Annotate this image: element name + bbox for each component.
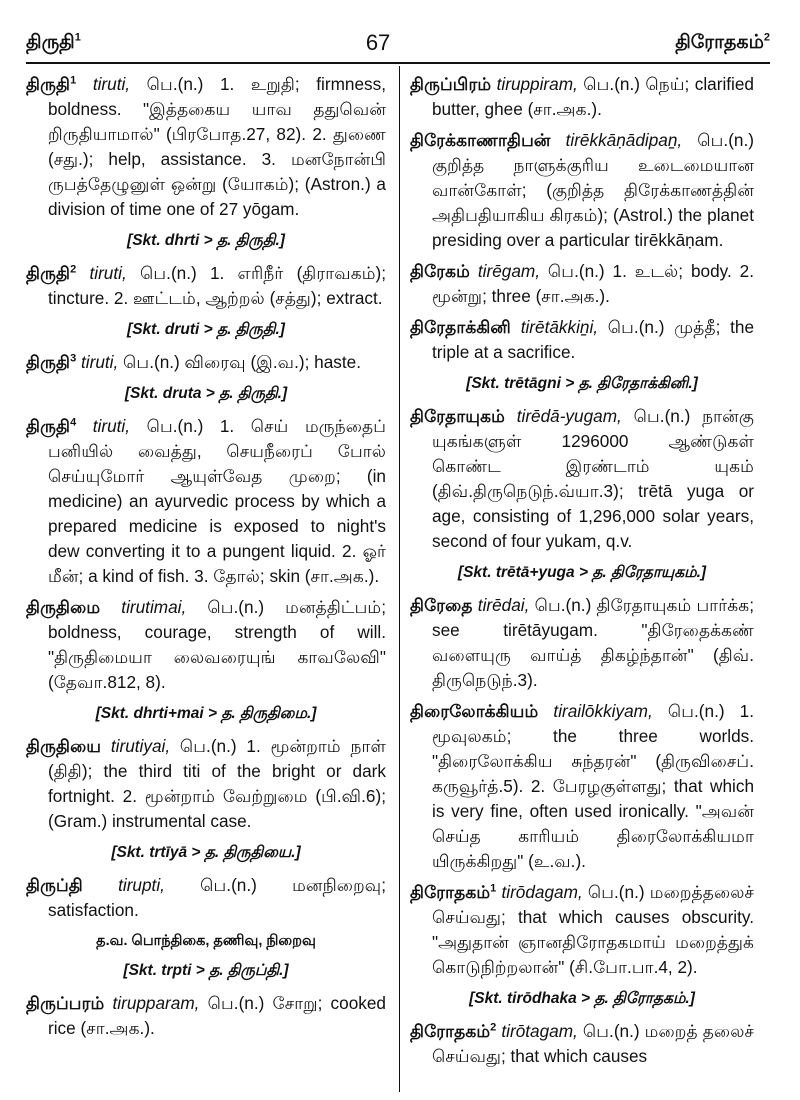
entry-headword: திரோதகம் bbox=[410, 882, 491, 902]
entry-etymology: [Skt. druti > த. திருதி.] bbox=[127, 321, 285, 338]
dictionary-entry bbox=[26, 72, 386, 222]
entry-headword: திரேகம் bbox=[410, 261, 470, 281]
entry-transliteration: tiruti, bbox=[89, 263, 127, 283]
entry-definition: பெ.(n.) 1. மூன்றாம் நாள் (திதி); the third titi of the bright or dark fortnight. 2. மூன்றாம் வேற்றுமை (பி.வி.6); (Gram.) instrumental case. bbox=[48, 736, 386, 831]
entry-transliteration: tirōdagam, bbox=[501, 882, 583, 902]
dictionary-entry bbox=[410, 1019, 754, 1069]
entry-headword: திருதிமை bbox=[26, 597, 101, 617]
entry-definition: பெ.(n.) முத்தீ; the triple at a sacrifice. bbox=[432, 317, 754, 362]
right-guide-word: திரோதகம்$^2$ bbox=[675, 31, 770, 53]
entry-transliteration: tirupti, bbox=[118, 875, 165, 895]
entry-headword: திருதி bbox=[26, 416, 71, 436]
homonym-number: 2 bbox=[490, 1021, 497, 1034]
entry-etymology: [Skt. druta > த. திருதி.] bbox=[124, 385, 288, 402]
entry-headword: திரேக்காணாதிபன் bbox=[410, 130, 551, 150]
dictionary-entry bbox=[410, 699, 754, 874]
entry-transliteration: tiruti, bbox=[81, 352, 119, 372]
entry-transliteration: tirailōkkiyam, bbox=[553, 701, 653, 721]
dictionary-entry bbox=[410, 315, 754, 365]
entry-etymology: [Skt. tirōdhaka > த. திரோதகம்.] bbox=[469, 990, 695, 1007]
entry-definition: பெ.(n.) விரைவு (இ.வ.); haste. bbox=[123, 352, 361, 372]
dictionary-entry bbox=[410, 72, 754, 122]
entry-headword: திருப்தி bbox=[26, 875, 83, 895]
entry-definition: பெ.(n.) 1. செய் மருந்தைப் பனியில் வைத்து, செயநீரைப் போல் செய்யுமோர் ஆயுள்வேத முறை; (in medicine) an ayurvedic process by which a prepared medicine is exposed to night's dew converting it to a pungent liquid. 2. ஓர் மீன்; a kind of fish. 3. தோல்; skin (சா.அக.). bbox=[48, 416, 386, 586]
homonym-number: 1 bbox=[490, 882, 497, 895]
entry-headword: திருப்பரம் bbox=[26, 993, 105, 1013]
entry-headword: திருதி bbox=[26, 263, 71, 283]
dictionary-entry bbox=[26, 350, 386, 375]
entry-definition: பெ.(n.) திரேதாயுகம் பார்க்க; see tirētāyugam. "திரேதைக்கண் வளையுரு வாய்த் திகழ்ந்தான்" (திவ். திருநெடுந்.3). bbox=[432, 595, 754, 690]
dictionary-entry bbox=[26, 595, 386, 695]
homonym-number: 1 bbox=[70, 74, 77, 87]
entry-transliteration: tirēkkāṇādipaṉ, bbox=[565, 130, 683, 150]
entry-headword: திரேதாயுகம் bbox=[410, 406, 505, 426]
entry-definition: பெ.(n.) மனத்திட்பம்; boldness, courage, strength of will. "திருதிமையா லைவரையுங் காவலேவி" (தேவா.812, 8). bbox=[48, 597, 386, 692]
running-head bbox=[26, 26, 770, 56]
entry-transliteration: tirōtagam, bbox=[501, 1021, 578, 1041]
entry-definition: பெ.(n.) நெய்; clarified butter, ghee (சா.அக.). bbox=[432, 74, 754, 119]
entry-transliteration: tirutiyai, bbox=[110, 736, 171, 756]
entry-etymology: [Skt. dhrti+mai > த. திருதிமை.] bbox=[95, 705, 317, 722]
entry-definition: பெ.(n.) நான்கு யுகங்களுள் 1296000 ஆண்டுகள் கொண்ட இரண்டாம் யுகம் (திவ்.திருநெடுந்.வ்யா.3); trētā yuga or age, consisting of 1,296,000 solar years, second of four yukam, q.v. bbox=[432, 406, 754, 551]
entry-transliteration: tirupparam, bbox=[112, 993, 200, 1013]
homonym-number: 2 bbox=[70, 263, 77, 276]
entry-transliteration: tirēgam, bbox=[477, 261, 540, 281]
entry-headword: திரோதகம் bbox=[410, 1021, 491, 1041]
entry-transliteration: tirēdā-yugam, bbox=[516, 406, 622, 426]
entry-definition: பெ.(n.) மறைத் தலைச் செய்வது; that which causes bbox=[432, 1021, 754, 1066]
entry-etymology: [Skt. trtīyā > த. திருதியை.] bbox=[111, 844, 301, 861]
entry-etymology: [Skt. trētāgni > த. திரேதாக்கினி.] bbox=[466, 375, 698, 392]
entry-definition: பெ.(n.) 1. உடல்; body. 2. மூன்று; three (சா.அக.). bbox=[432, 261, 754, 306]
left-guide-word: திருதி$^1$ bbox=[26, 31, 81, 53]
entry-transliteration: tiruti, bbox=[92, 416, 131, 436]
dictionary-entry bbox=[410, 880, 754, 980]
dictionary-entry bbox=[26, 734, 386, 834]
dictionary-entry bbox=[26, 414, 386, 589]
page-number: 67 bbox=[365, 30, 391, 55]
entry-transliteration: tiruppiram, bbox=[496, 74, 578, 94]
homonym-number: 3 bbox=[70, 352, 77, 365]
entry-headword: திரேதை bbox=[410, 595, 473, 615]
dictionary-entry bbox=[26, 873, 386, 923]
entry-etymology: [Skt. trētā+yuga > த. திரேதாயுகம்.] bbox=[457, 564, 707, 581]
left-column bbox=[26, 72, 386, 1100]
dictionary-entry bbox=[410, 404, 754, 554]
entry-etymology: [Skt. trpti > த. திருப்தி.] bbox=[123, 962, 289, 979]
dictionary-entry bbox=[26, 991, 386, 1041]
entry-definition: பெ.(n.) மனநிறைவு; satisfaction. bbox=[48, 875, 386, 920]
right-column bbox=[410, 72, 754, 1100]
entry-headword: திருதி bbox=[26, 352, 71, 372]
dictionary-entry bbox=[410, 128, 754, 253]
header-rule bbox=[26, 62, 770, 64]
column-divider bbox=[399, 66, 400, 1092]
entry-transliteration: tirēdai, bbox=[477, 595, 530, 615]
entry-transliteration: tiruti, bbox=[92, 74, 131, 94]
entry-definition: பெ.(n.) 1. மூவுலகம்; the three worlds. "திரைலோக்கிய சுந்தரன்" (திருவிசைப். கருவூர்த்.5). 2. பேரழகுள்ளது; that which is very fine, often used ironically. "அவன் செய்த காரியம் திரைலோக்கியமா யிருக்கிறது" (உ.வ.). bbox=[432, 701, 754, 871]
entry-definition: பெ.(n.) மறைத்தலைச் செய்வது; that which causes obscurity. "அதுதான் ஞானதிரோதகமாய் மறைத்துக் கொடுநிற்றலான்" (சி.போ.பா.4, 2). bbox=[432, 882, 754, 977]
entry-etymology: [Skt. dhrti > த. திருதி.] bbox=[127, 232, 285, 249]
entry-transliteration: tirētākkiṉi, bbox=[520, 317, 599, 337]
entry-headword: திருதி bbox=[26, 74, 71, 94]
entry-headword: திரேதாக்கினி bbox=[410, 317, 511, 337]
dictionary-entry bbox=[410, 593, 754, 693]
dictionary-entry bbox=[26, 261, 386, 311]
entry-transliteration: tirutimai, bbox=[121, 597, 187, 617]
homonym-number: 4 bbox=[70, 416, 77, 429]
entry-definition: பெ.(n.) 1. உறுதி; firmness, boldness. "இத்தகைய யாவ ததுவென் றிருதியாமால்" (பிரபோத.27, 82). 2. துணை (சது.); help, assistance. 3. மனநோன்பி ருபத்தேழுனுள் ஒன்று (யோகம்); (Astron.) a division of time one of 27 yōgam. bbox=[48, 74, 386, 219]
dictionary-entry bbox=[410, 259, 754, 309]
entry-headword: திரைலோக்கியம் bbox=[410, 701, 539, 721]
entry-definition: பெ.(n.) குறித்த நாளுக்குரிய உடைமையான வான்கோள்; (குறித்த திரேக்காணத்தின் அதிபதியாகிய கிரகம்); (Astrol.) the planet presiding over a particular tirēkkāṇam. bbox=[432, 130, 754, 250]
entry-definition: பெ.(n.) சோறு; cooked rice (சா.அக.). bbox=[48, 993, 386, 1038]
entry-headword: திருப்பிரம் bbox=[410, 74, 492, 94]
entry-synonyms: த.வ. பொந்திகை, தணிவு, நிறைவு bbox=[96, 933, 316, 949]
entry-definition: பெ.(n.) 1. எரிநீர் (திராவகம்); tincture. 2. ஊட்டம், ஆற்றல் (சத்து); extract. bbox=[48, 263, 386, 308]
entry-headword: திருதியை bbox=[26, 736, 102, 756]
